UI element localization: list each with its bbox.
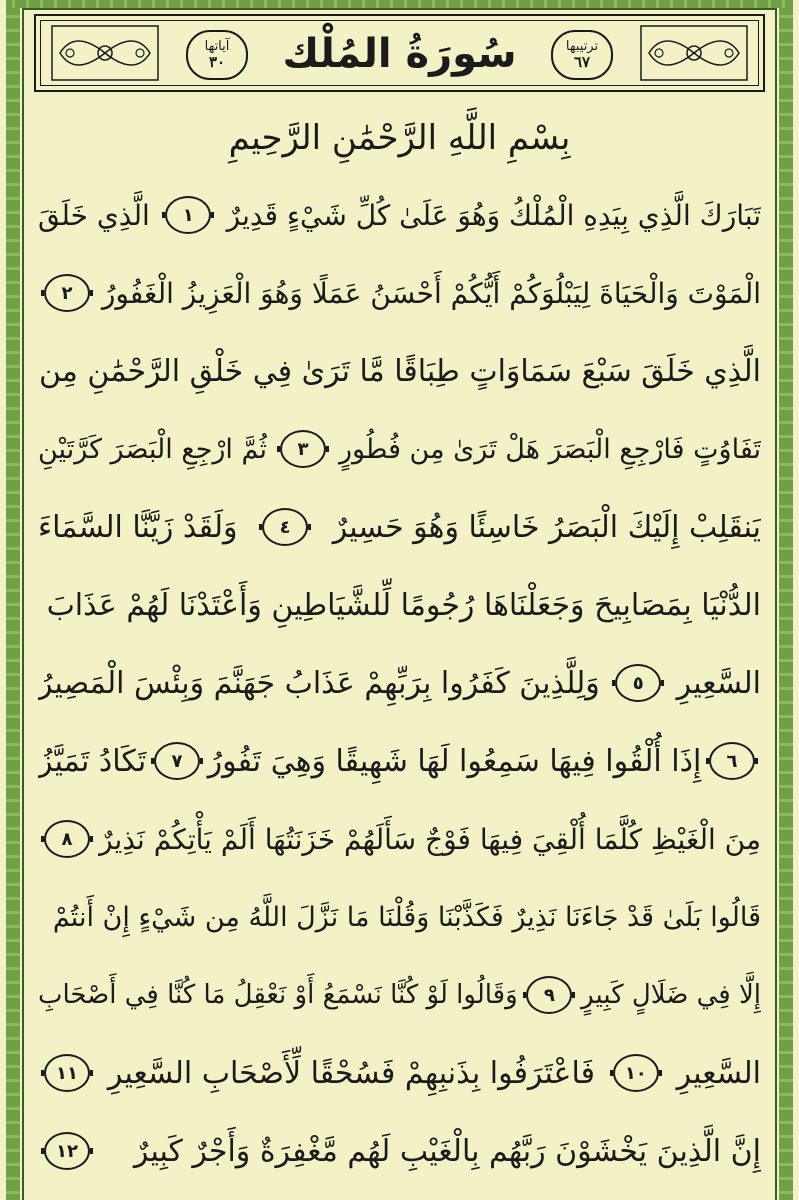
order-number: ٦٧: [573, 52, 591, 71]
line-text: تَكَادُ تَمَيَّزُ: [38, 743, 147, 779]
ayah-marker: ٧: [154, 742, 200, 780]
text-line-12: [38, 1034, 761, 1112]
page-border-top: [6, 0, 793, 8]
page-border-left: [6, 0, 20, 1200]
ayat-count: ٣٠: [208, 52, 226, 71]
line-text: وَلَقَدْ زَيَّنَّا السَّمَاءَ: [38, 509, 238, 545]
text-line-4: [38, 410, 761, 488]
surah-header: [34, 14, 765, 92]
text-line-1: [38, 176, 761, 254]
line-text: السَّعِيرِ: [676, 665, 761, 701]
line-text: تَبَارَكَ الَّذِي بِيَدِهِ الْمُلْكُ وَهُوَ عَلَىٰ كُلِّ شَيْءٍ قَدِيرٌ: [226, 198, 761, 232]
ayah-marker: ١٢: [44, 1132, 90, 1170]
line-text: تَفَاوُتٍ فَارْجِعِ الْبَصَرَ هَلْ تَرَىٰ مِن فُطُورٍ: [338, 433, 761, 465]
ayah-marker: ٥: [615, 664, 661, 702]
ayat-count-cartouche: [186, 30, 248, 80]
verses-area: [38, 176, 761, 1186]
text-line-2: [38, 254, 761, 332]
line-text: إِلَّا فِي ضَلَالٍ كَبِيرٍ: [581, 980, 761, 1010]
line-text: قَالُوا بَلَىٰ قَدْ جَاءَنَا نَذِيرٌ فَكَذَّبْنَا وَقُلْنَا مَا نَزَّلَ اللَّهُ مِن شَيْءٍ إِنْ أَنتُمْ: [52, 901, 761, 933]
ayah-marker: ١: [165, 196, 211, 234]
ayah-marker: ٣: [280, 430, 326, 468]
text-line-9: [38, 800, 761, 878]
ayah-marker: ٤: [262, 508, 308, 546]
ayah-marker: ٦: [709, 742, 755, 780]
line-text: الَّذِي خَلَقَ: [38, 198, 150, 232]
line-text: السَّعِيرِ: [676, 1055, 761, 1091]
surah-order-cartouche: [551, 30, 613, 80]
ornament-right-icon: [639, 24, 749, 82]
line-text: مِنَ الْغَيْظِ كُلَّمَا أُلْقِيَ فِيهَا فَوْجٌ سَأَلَهُمْ خَزَنَتُهَا أَلَمْ يَأْتِكُمْ نَذِيرٌ: [99, 822, 761, 856]
ayah-marker: ١٠: [613, 1054, 659, 1092]
ayah-marker: ٨: [44, 820, 90, 858]
ayah-marker: ١١: [44, 1054, 90, 1092]
surah-title: سُورَةُ المُلْك: [282, 31, 517, 77]
line-text: وَقَالُوا لَوْ كُنَّا نَسْمَعُ أَوْ نَعْقِلُ مَا كُنَّا فِي أَصْحَابِ: [38, 980, 518, 1010]
line-text: فَاعْتَرَفُوا بِذَنبِهِمْ فَسُحْقًا لِّأَصْحَابِ السَّعِيرِ: [107, 1055, 595, 1091]
text-line-3: [38, 332, 761, 410]
text-line-5: [38, 488, 761, 566]
basmala: بِسْمِ اللَّهِ الرَّحْمَٰنِ الرَّحِيمِ: [228, 118, 571, 158]
line-text: الدُّنْيَا بِمَصَابِيحَ وَجَعَلْنَاهَا رُجُومًا لِّلشَّيَاطِينِ وَأَعْتَدْنَا لَهُمْ عَذَابَ: [46, 587, 761, 623]
line-text: الْمَوْتَ وَالْحَيَاةَ لِيَبْلُوَكُمْ أَيُّكُمْ أَحْسَنُ عَمَلًا وَهُوَ الْعَزِيزُ الْغَفُورُ: [101, 276, 761, 310]
ayah-marker: ٢: [44, 274, 90, 312]
text-line-8: [38, 722, 761, 800]
line-text: إِذَا أُلْقُوا فِيهَا سَمِعُوا لَهَا شَهِيقًا وَهِيَ تَفُورُ: [207, 743, 702, 779]
page-border-right: [779, 0, 793, 1200]
ornament-left-icon: [50, 24, 160, 82]
line-text: يَنقَلِبْ إِلَيْكَ الْبَصَرُ خَاسِئًا وَهُوَ حَسِيرٌ: [332, 509, 761, 545]
text-line-7: [38, 644, 761, 722]
line-text: ثُمَّ ارْجِعِ الْبَصَرَ كَرَّتَيْنِ: [38, 433, 267, 465]
text-line-13: [38, 1112, 761, 1190]
text-line-6: [38, 566, 761, 644]
text-line-11: [38, 956, 761, 1034]
ayat-label: آياتها: [204, 38, 230, 54]
line-text: إِنَّ الَّذِينَ يَخْشَوْنَ رَبَّهُم بِالْغَيْبِ لَهُم مَّغْفِرَةٌ وَأَجْرٌ كَبِيرٌ: [133, 1133, 761, 1169]
order-label: ترتيبها: [565, 38, 599, 54]
line-text: وَلِلَّذِينَ كَفَرُوا بِرَبِّهِمْ عَذَابُ جَهَنَّمَ وَبِئْسَ الْمَصِيرُ: [38, 665, 600, 701]
ayah-marker: ٩: [526, 976, 572, 1014]
text-line-10: [38, 878, 761, 956]
line-text: الَّذِي خَلَقَ سَبْعَ سَمَاوَاتٍ طِبَاقًا مَّا تَرَىٰ فِي خَلْقِ الرَّحْمَٰنِ مِن: [38, 353, 761, 389]
